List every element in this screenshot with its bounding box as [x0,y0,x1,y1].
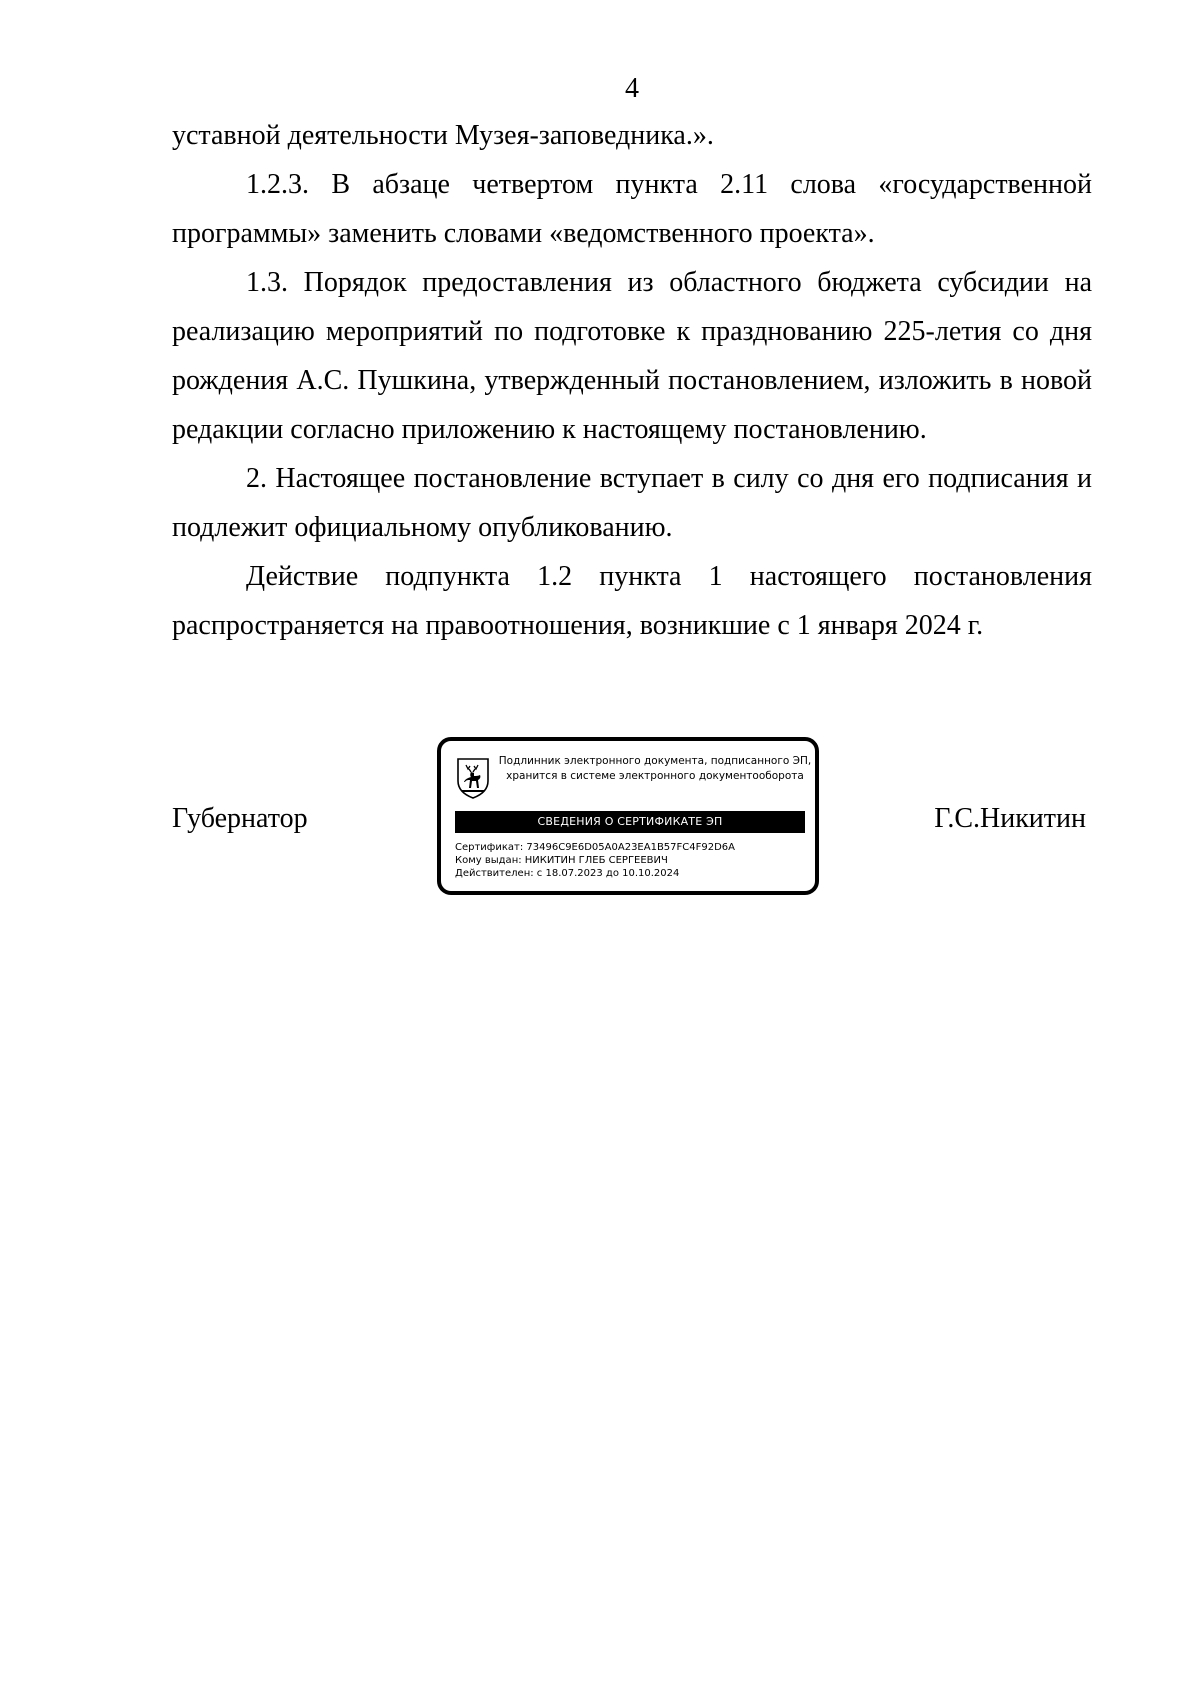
certificate-owner: Кому выдан: НИКИТИН ГЛЕБ СЕРГЕЕВИЧ [455,855,668,866]
paragraph-1: уставной деятельности Музея-заповедника.». [172,120,714,151]
document-body [172,111,1092,650]
electronic-signature-stamp [437,737,819,895]
stamp-header [497,754,813,784]
paragraph-3: 1.3. Порядок предоставления из областного бюджета субсидии на реализацию мероприятий по подготовке к празднованию 225-летия со дня рождения А.С. Пушкина, утвержденный постановлением, изложить в новой редакции согласно приложению к настоящему постановлению. [172,267,1092,445]
certificate-validity: Действителен: с 18.07.2023 до 10.10.2024 [455,868,680,879]
signer-name: Г.С.Никитин [934,803,1086,834]
paragraph-4: 2. Настоящее постановление вступает в силу со дня его подписания и подлежит официальному опубликованию. [172,463,1092,543]
certificate-number: Сертификат: 73496C9E6D05A0A23EA1B57FC4F92D6A [455,842,736,853]
paragraph-5: Действие подпункта 1.2 пункта 1 настоящего постановления распространяется на правоотношения, возникшие с 1 января 2024 г. [172,561,1092,641]
certificate-details [455,841,805,880]
signer-title: Губернатор [172,803,308,834]
deer-coat-of-arms-icon [455,757,491,799]
page-number: 4 [625,73,639,104]
certificate-info-bar: СВЕДЕНИЯ О СЕРТИФИКАТЕ ЭП [455,811,805,833]
stamp-header-line-1: Подлинник электронного документа, подписанного ЭП, [498,755,812,767]
stamp-header-line-2: хранится в системе электронного документооборота [506,770,804,782]
paragraph-2: 1.2.3. В абзаце четвертом пункта 2.11 слова «государственной программы» заменить словами «ведомственного проекта». [172,169,1092,249]
signature-block [172,737,1092,897]
